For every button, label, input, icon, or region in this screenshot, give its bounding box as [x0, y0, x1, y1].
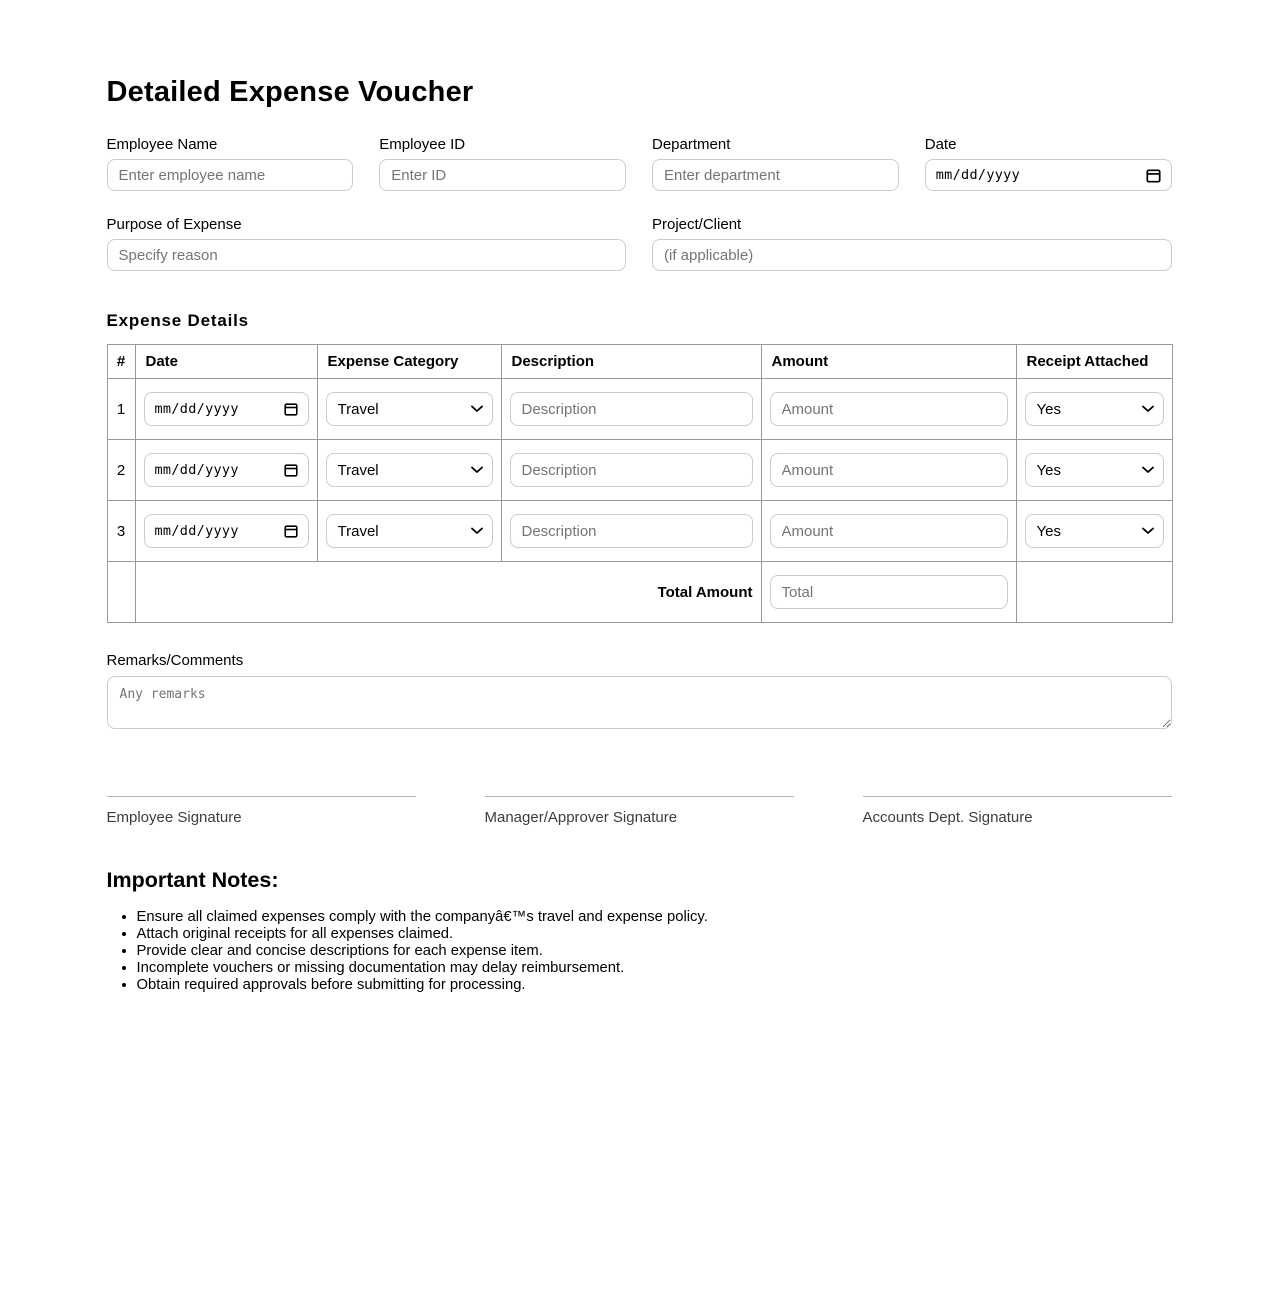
- signature-section: [107, 796, 1172, 826]
- expense-row-1: [107, 379, 1172, 440]
- employee-id-input[interactable]: [379, 159, 626, 191]
- note-item: • Attach original receipts for all expenses claimed.: [137, 926, 1172, 943]
- purpose-label: Purpose of Expense: [106, 216, 242, 233]
- employee-id-field: [379, 136, 626, 191]
- accounts-signature-label: Accounts Dept. Signature: [862, 809, 1033, 826]
- column-header-receipt: Receipt Attached: [1016, 345, 1172, 379]
- employee-name-field: [107, 136, 354, 191]
- manager-signature-label: Manager/Approver Signature: [484, 809, 678, 826]
- row3-description-input[interactable]: [510, 514, 753, 548]
- note-item: • Obtain required approvals before submitting for processing.: [137, 977, 1172, 994]
- employee-signature-block: [107, 796, 416, 826]
- project-client-input[interactable]: [652, 239, 1172, 271]
- row-number: 1: [107, 379, 135, 440]
- column-header-category: Expense Category: [317, 345, 501, 379]
- column-header-description: Description: [501, 345, 761, 379]
- total-row-receipt-empty-cell: [1016, 562, 1172, 623]
- row2-amount-input[interactable]: [770, 453, 1008, 487]
- row1-date-input[interactable]: mm/dd/yyyy: [144, 392, 309, 426]
- note-item: • Incomplete vouchers or missing documentation may delay reimbursement.: [137, 960, 1172, 977]
- page-title: Detailed Expense Voucher: [106, 76, 474, 108]
- row3-amount-input[interactable]: [770, 514, 1008, 548]
- row3-receipt-select[interactable]: [1025, 514, 1164, 548]
- expense-row-2: [107, 440, 1172, 501]
- calendar-icon[interactable]: [284, 524, 298, 538]
- column-header-amount: Amount: [761, 345, 1016, 379]
- row2-date-input[interactable]: mm/dd/yyyy: [144, 453, 309, 487]
- expense-row-3: [107, 501, 1172, 562]
- calendar-icon[interactable]: [1146, 168, 1161, 183]
- row3-date-input[interactable]: mm/dd/yyyy: [144, 514, 309, 548]
- expense-table-header-row: [107, 345, 1172, 379]
- purpose-input[interactable]: [107, 239, 627, 271]
- note-item: • Provide clear and concise descriptions for each expense item.: [137, 943, 1172, 960]
- note-item: • Ensure all claimed expenses comply with the companyâ€™s travel and expense policy.: [137, 909, 1172, 926]
- column-header-date: Date: [135, 345, 317, 379]
- project-client-label: Project/Client: [652, 216, 742, 233]
- row1-description-input[interactable]: [510, 392, 753, 426]
- total-amount-label: Total Amount: [135, 562, 761, 623]
- row1-receipt-select[interactable]: [1025, 392, 1164, 426]
- purpose-field: [107, 216, 627, 271]
- row2-category-select[interactable]: [326, 453, 493, 487]
- employee-id-label: Employee ID: [379, 136, 466, 153]
- date-input[interactable]: [925, 159, 1172, 191]
- calendar-icon[interactable]: [284, 463, 298, 477]
- employee-signature-label: Employee Signature: [106, 809, 242, 826]
- signature-line: [863, 796, 1172, 797]
- important-notes-list: [107, 909, 1172, 994]
- manager-signature-block: [485, 796, 794, 826]
- row3-category-select[interactable]: [326, 514, 493, 548]
- total-row-empty-cell: [107, 562, 135, 623]
- row-number: 2: [107, 440, 135, 501]
- row2-description-input[interactable]: [510, 453, 753, 487]
- date-value-text: mm/dd/yyyy: [935, 167, 1021, 183]
- remarks-textarea[interactable]: [107, 676, 1172, 729]
- accounts-signature-block: [863, 796, 1172, 826]
- row1-amount-input[interactable]: [770, 392, 1008, 426]
- total-amount-input[interactable]: [770, 575, 1008, 609]
- expense-table: [107, 344, 1173, 623]
- department-label: Department: [652, 136, 731, 153]
- expense-voucher-page: [107, 0, 1172, 994]
- department-field: [652, 136, 899, 191]
- column-header-number: #: [107, 345, 135, 379]
- employee-name-input[interactable]: [107, 159, 354, 191]
- row2-receipt-select[interactable]: [1025, 453, 1164, 487]
- remarks-label: Remarks/Comments: [106, 652, 244, 669]
- row1-category-select[interactable]: [326, 392, 493, 426]
- signature-line: [107, 796, 416, 797]
- calendar-icon[interactable]: [284, 402, 298, 416]
- employee-name-label: Employee Name: [106, 136, 218, 153]
- voucher-header-form: [107, 136, 1172, 271]
- expense-details-heading: Expense Details: [106, 311, 249, 330]
- project-client-field: [652, 216, 1172, 271]
- department-input[interactable]: [652, 159, 899, 191]
- total-row: [107, 562, 1172, 623]
- date-label: Date: [924, 136, 957, 153]
- row-number: 3: [107, 501, 135, 562]
- date-field: [925, 136, 1172, 191]
- signature-line: [485, 796, 794, 797]
- remarks-section: [107, 652, 1172, 734]
- important-notes-heading: Important Notes:: [106, 868, 279, 892]
